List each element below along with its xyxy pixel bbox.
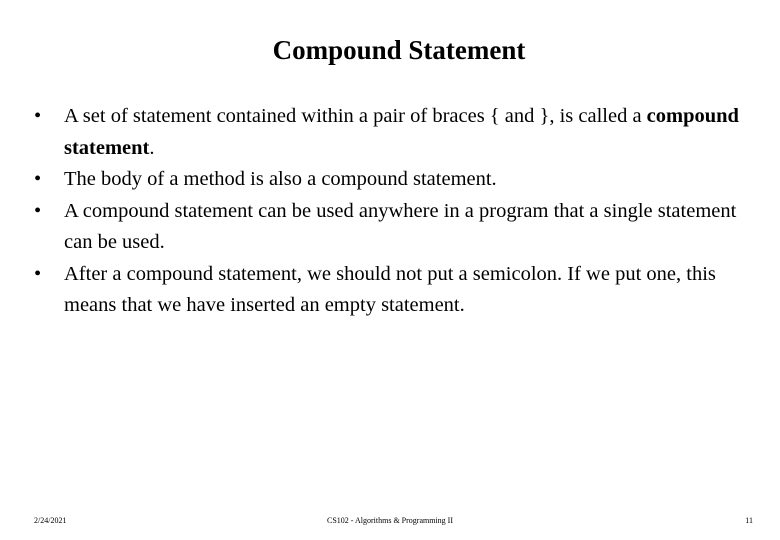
footer-course: CS102 - Algorithms & Programming II	[327, 516, 453, 525]
bullet-icon: •	[34, 262, 42, 285]
bullet-icon: •	[34, 105, 42, 127]
bullet-item	[34, 164, 764, 196]
slide-title: Compound Statement	[272, 35, 526, 65]
bullet-icon: •	[34, 168, 42, 190]
bullet-text: A compound statement can be used anywhere in a program that a single statement can be used.	[64, 199, 737, 253]
footer-date: 2/24/2021	[34, 516, 67, 525]
bullet-text: After a compound statement, we should not put a semicolon. If we put one, this means that we have inserted an empty statement.	[64, 262, 716, 316]
footer-page-number: 11	[745, 516, 753, 525]
bullet-icon: •	[34, 199, 42, 222]
bullet-text-end: .	[149, 136, 155, 159]
bullet-item	[34, 196, 764, 259]
bullet-list	[34, 101, 764, 322]
bullet-bold-text: compound statement	[64, 105, 739, 159]
bullet-text: The body of a method is also a compound statement.	[64, 168, 497, 190]
bullet-item	[34, 259, 764, 322]
bullet-item	[34, 101, 764, 164]
bullet-text: A set of statement contained within a pair of braces { and }, is called a	[64, 105, 647, 127]
